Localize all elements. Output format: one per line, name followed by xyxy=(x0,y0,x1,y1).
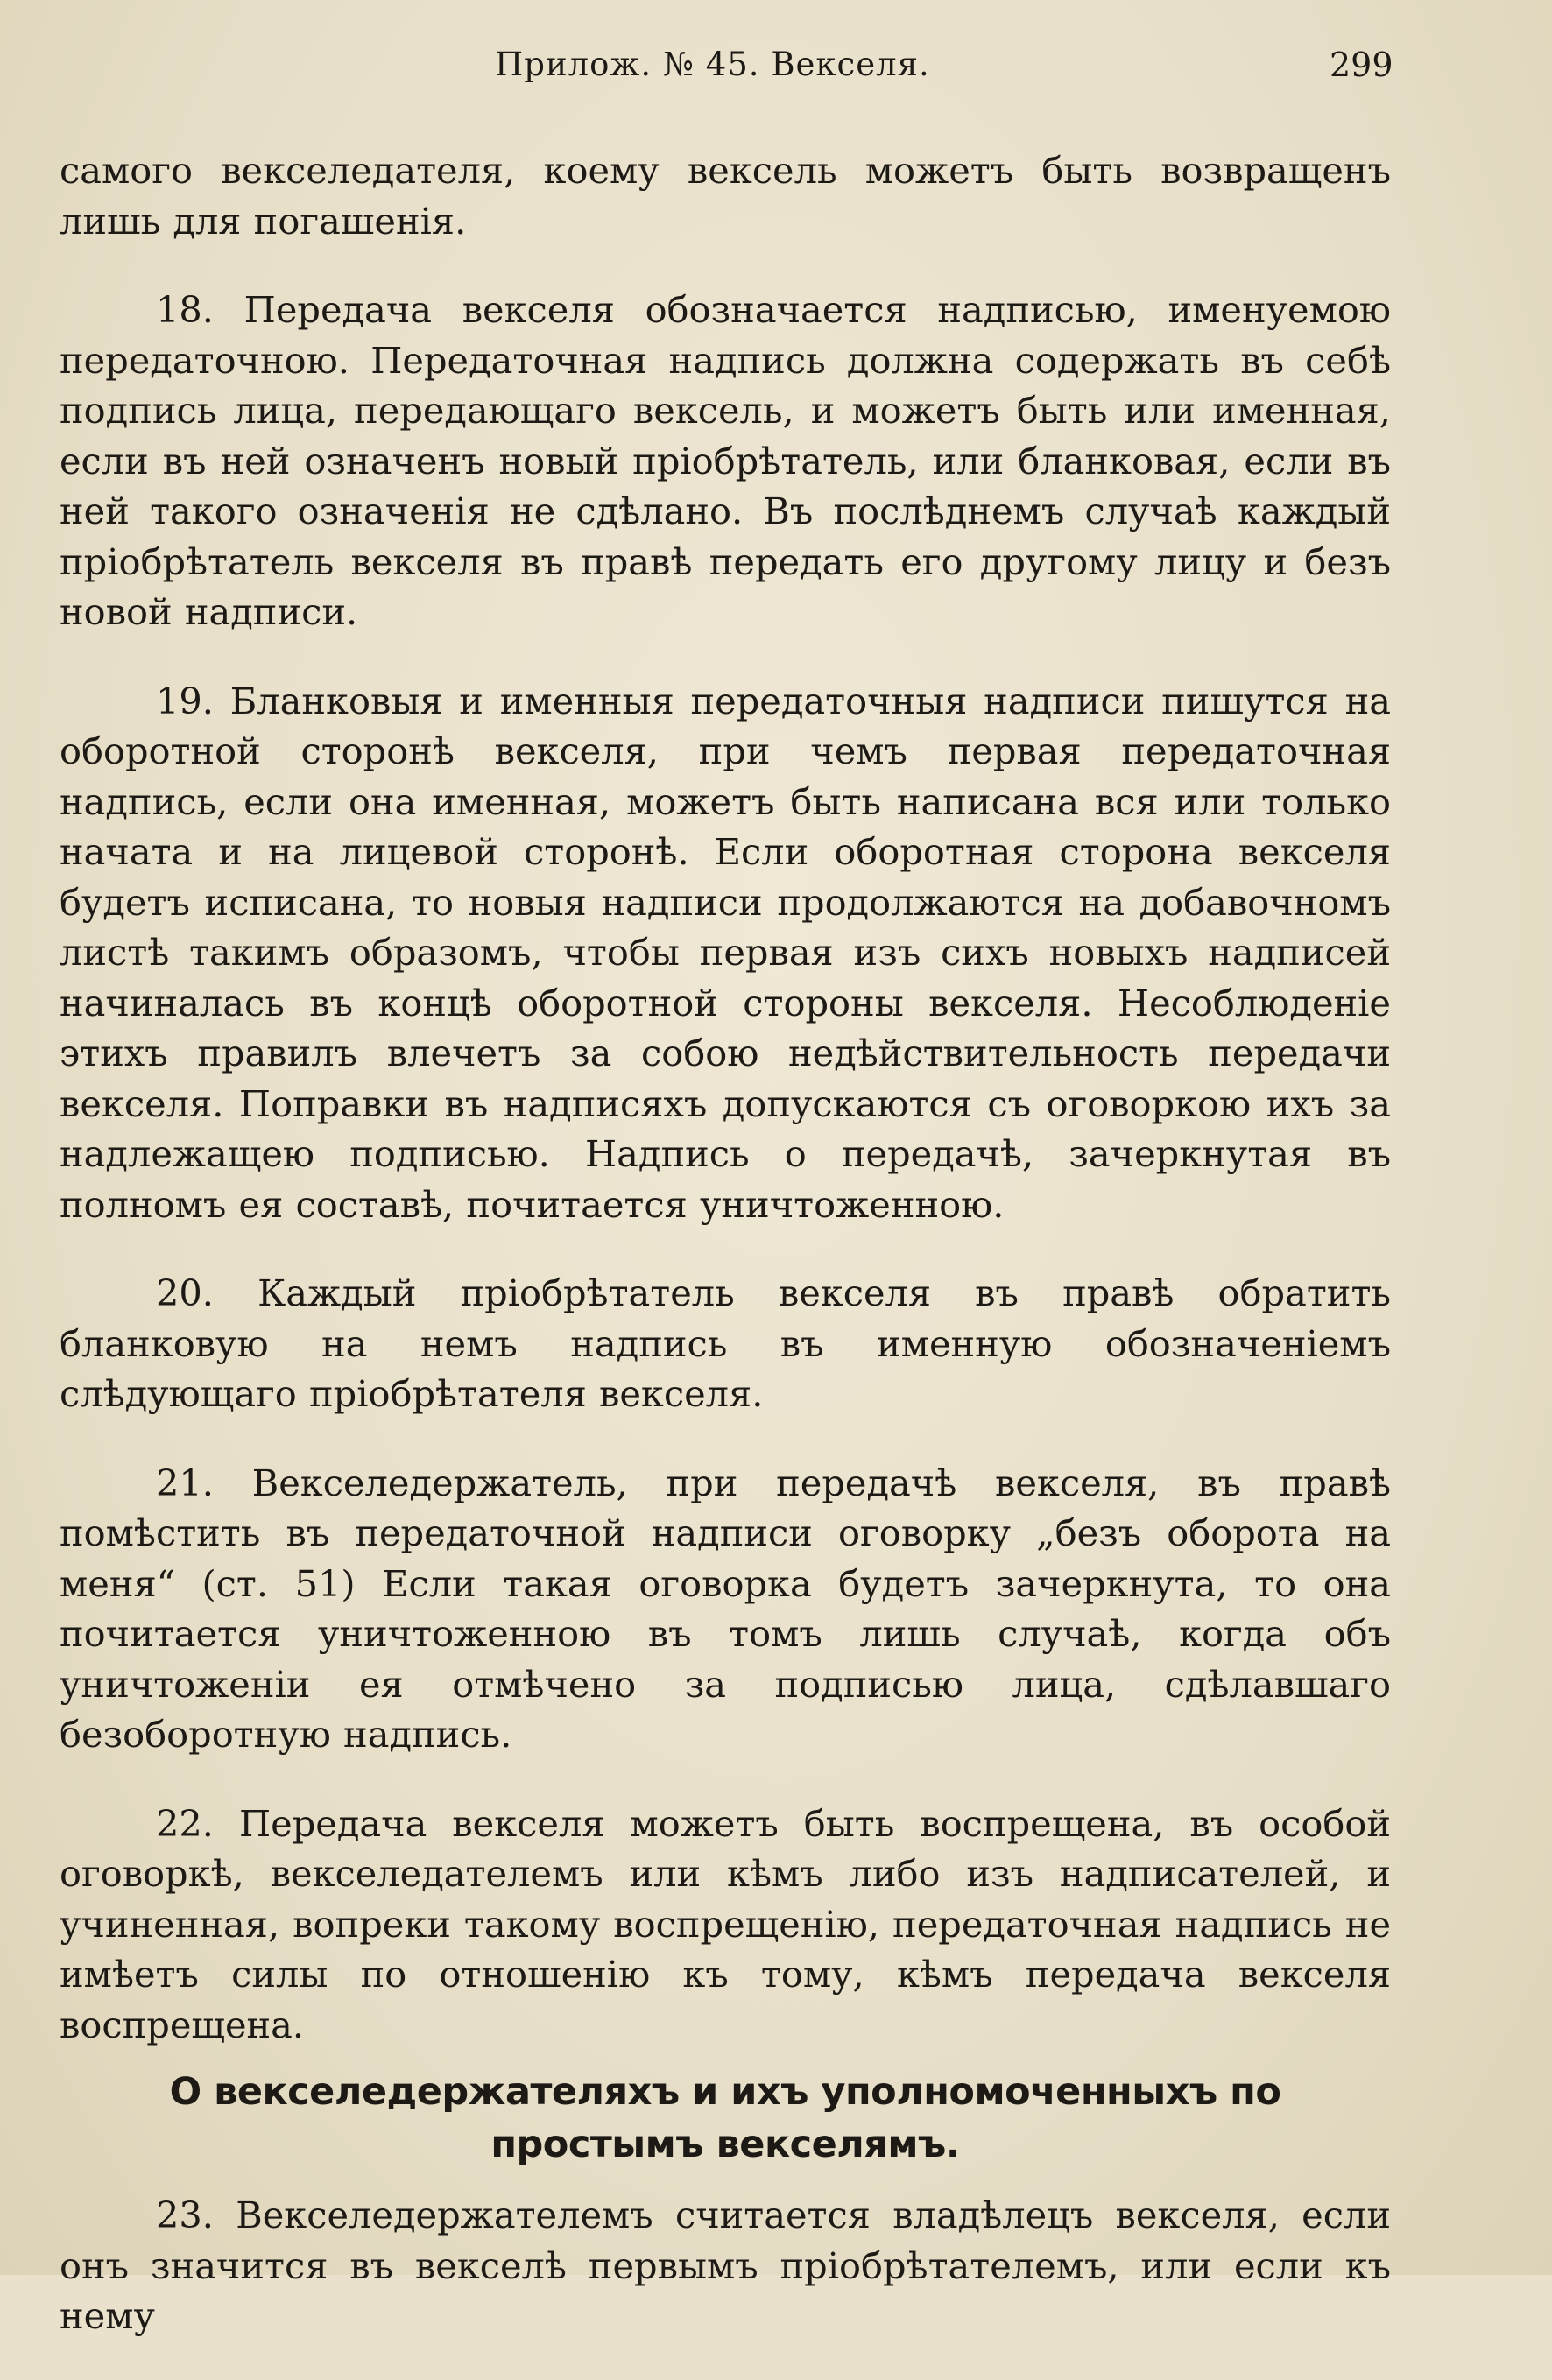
running-head xyxy=(0,46,1552,98)
paragraph-article-21: 21. Векселедержатель, при передачѣ векселя, въ правѣ помѣстить въ передаточной надписи оговорку „безъ оборота на меня“ (ст. 51) Если такая оговорка будетъ зачеркнута, то она почитается уничтоженною въ томъ лишь случаѣ, когда объ уничтоженіи ея отмѣчено за подписью лица, сдѣлавшаго безоборотную надпись. xyxy=(60,1461,1391,1756)
page-number: 299 xyxy=(1330,46,1393,84)
section-heading: О векселедержателяхъ и ихъ уполномоченныхъ по простымъ векселямъ. xyxy=(169,2070,1281,2166)
paragraph-article-23: 23. Векселедержателемъ считается владѣлецъ векселя, если онъ значится въ векселѣ первымъ пріобрѣтателемъ, или если къ нему xyxy=(60,2193,1391,2337)
paragraph-article-22: 22. Передача векселя можетъ быть воспрещена, въ особой оговоркѣ, векселедателемъ или кѣмъ либо изъ надписателей, и учиненная, вопреки такому воспрещенію, передаточная надпись не имѣетъ силы по отношенію къ тому, кѣмъ передача векселя воспрещена. xyxy=(60,1801,1391,2046)
running-title: Прилож. № 45. Векселя. xyxy=(495,46,930,83)
paragraph-article-20: 20. Каждый пріобрѣтатель векселя въ правѣ обратить бланковую на немъ надпись въ именную обозначеніемъ слѣдующаго пріобрѣтателя векселя. xyxy=(60,1271,1391,1415)
paragraph-article-18: 18. Передача векселя обозначается надписью, именуемою передаточною. Передаточная надпись должна содержать въ себѣ подпись лица, передающаго вексель, и можетъ быть или именная, если въ ней означенъ новый пріобрѣтатель, или бланковая, если въ ней такого означенія не сдѣлано. Въ послѣднемъ случаѣ каждый пріобрѣтатель векселя въ правѣ передать его другому лицу и безъ новой надписи. xyxy=(60,288,1391,633)
body-text xyxy=(60,145,1391,2380)
paragraph-continuation: самого векселедателя, коему вексель можетъ быть возвращенъ лишь для погашенія. xyxy=(60,149,1391,243)
paragraph-article-19: 19. Бланковыя и именныя передаточныя надписи пишутся на оборотной сторонѣ векселя, при чемъ первая передаточная надпись, если она именная, можетъ быть написана вся или только начата и на лицевой сторонѣ. Если оборотная сторона векселя будетъ исписана, то новыя надписи продолжаются на добавочномъ листѣ такимъ образомъ, чтобы первая изъ сихъ новыхъ надписей начиналась въ концѣ оборотной стороны векселя. Несоблюденіе этихъ правилъ влечетъ за собою недѣйствительность передачи векселя. Поправки въ надписяхъ допускаются съ оговоркою ихъ за надлежащею подписью. Надпись о передачѣ, зачеркнутая въ полномъ ея составѣ, почитается уничтоженною. xyxy=(60,679,1391,1226)
